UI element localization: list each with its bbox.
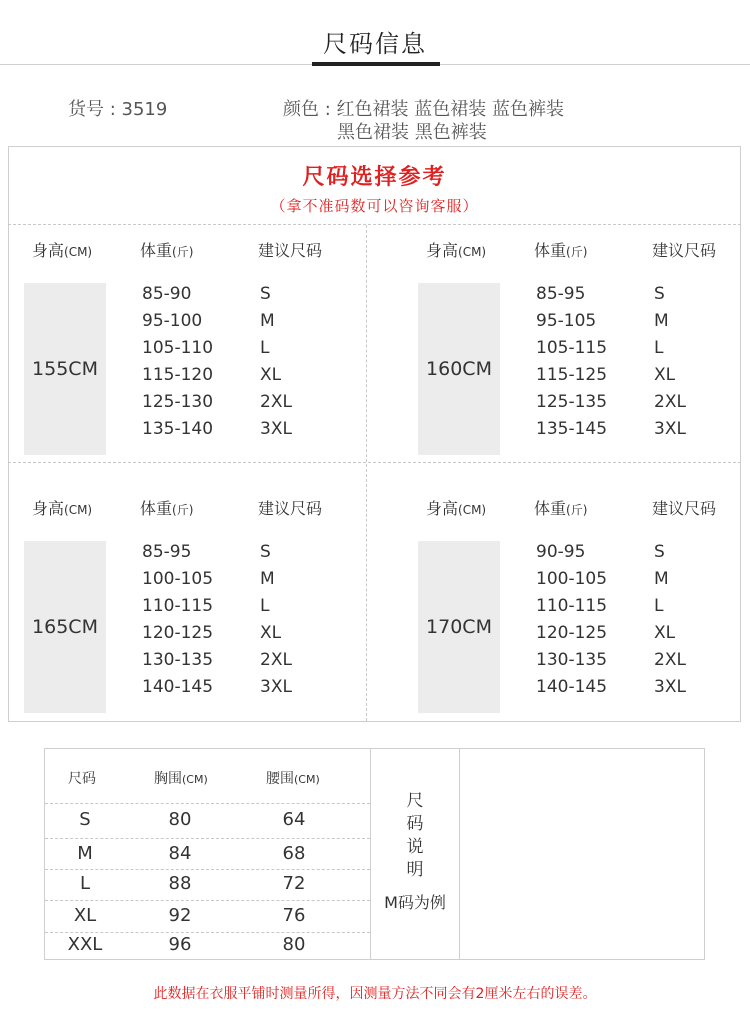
weight-range: 110-115 (536, 596, 608, 616)
recommended-size: L (654, 596, 664, 616)
recommended-size: XL (260, 623, 282, 643)
recommended-size: M (260, 311, 275, 331)
weight-range: 85-95 (142, 542, 192, 562)
size-note-char: 明 (406, 860, 424, 880)
chart-size: XL (73, 905, 97, 926)
recommended-size: 3XL (260, 419, 292, 439)
recommended-size: L (654, 338, 664, 358)
reference-header-divider (8, 224, 741, 225)
recommended-size: M (654, 569, 669, 589)
chart-chest: 92 (168, 905, 192, 926)
size-note-char: 尺 (406, 791, 424, 811)
chart-header-chest: 胸围(CM) (154, 771, 208, 787)
measurement-disclaimer: 此数据在衣服平铺时测量所得，因测量方法不同会有2厘米左右的误差。 (153, 986, 597, 1002)
weight-range: 100-105 (142, 569, 214, 589)
item-number: 货号 : 3519 (68, 99, 168, 120)
weight-range: 130-135 (142, 650, 214, 670)
size-quadrant (402, 496, 750, 736)
chart-chest: 84 (168, 843, 192, 864)
size-quadrant (8, 496, 374, 736)
weight-range: 125-130 (142, 392, 214, 412)
quad-header-height: 身高(CM) (426, 241, 487, 260)
height-value: 170CM (418, 541, 500, 713)
weight-range: 85-90 (142, 284, 192, 304)
chart-chest: 96 (168, 934, 192, 955)
size-quadrant (402, 238, 750, 478)
weight-range: 105-110 (142, 338, 214, 358)
weight-range: 115-125 (536, 365, 608, 385)
size-quadrant (8, 238, 374, 478)
weight-range: 120-125 (142, 623, 214, 643)
recommended-size: 2XL (260, 392, 292, 412)
chart-header-size: 尺码 (68, 771, 96, 787)
color-options-line1: 颜色 : 红色裙装 蓝色裙装 蓝色裤装 (283, 99, 564, 120)
recommended-size: 2XL (654, 392, 686, 412)
chart-size: M (77, 843, 93, 864)
quad-header-weight: 体重(斤) (534, 241, 588, 260)
quad-header-height: 身高(CM) (32, 241, 93, 260)
weight-range: 90-95 (536, 542, 586, 562)
chart-waist: 64 (282, 809, 306, 830)
chart-waist: 72 (282, 873, 306, 894)
page-title: 尺码信息 (323, 30, 427, 58)
size-reference-title: 尺码选择参考 (302, 165, 447, 190)
weight-range: 130-135 (536, 650, 608, 670)
chart-waist: 76 (282, 905, 306, 926)
weight-range: 95-105 (536, 311, 597, 331)
weight-range: 125-135 (536, 392, 608, 412)
quad-header-height: 身高(CM) (32, 499, 93, 518)
height-value: 165CM (24, 541, 106, 713)
size-reference-subtitle: （拿不准码数可以咨询客服） (270, 197, 479, 215)
weight-range: 120-125 (536, 623, 608, 643)
chart-row-divider (45, 900, 370, 901)
chart-waist: 68 (282, 843, 306, 864)
chart-size: XXL (67, 934, 103, 955)
chart-row-divider (45, 869, 370, 870)
recommended-size: XL (654, 365, 676, 385)
recommended-size: 3XL (654, 419, 686, 439)
chart-divider-right (459, 749, 460, 959)
recommended-size: L (260, 596, 270, 616)
weight-range: 135-145 (536, 419, 608, 439)
size-note (371, 790, 459, 913)
chart-size: S (79, 809, 91, 830)
recommended-size: S (654, 542, 665, 562)
quad-header-height: 身高(CM) (426, 499, 487, 518)
recommended-size: XL (260, 365, 282, 385)
weight-range: 100-105 (536, 569, 608, 589)
chart-waist: 80 (282, 934, 306, 955)
weight-range: 95-100 (142, 311, 203, 331)
quad-header-size: 建议尺码 (652, 241, 717, 260)
quad-header-weight: 体重(斤) (140, 499, 194, 518)
chart-row-divider (45, 838, 370, 839)
recommended-size: S (260, 542, 271, 562)
recommended-size: 3XL (260, 677, 292, 697)
recommended-size: L (260, 338, 270, 358)
quad-header-weight: 体重(斤) (534, 499, 588, 518)
title-underline (312, 62, 440, 66)
recommended-size: M (654, 311, 669, 331)
weight-range: 110-115 (142, 596, 214, 616)
weight-range: 85-95 (536, 284, 586, 304)
size-note-char: 说 (406, 837, 424, 857)
quad-header-size: 建议尺码 (258, 499, 323, 518)
weight-range: 140-145 (536, 677, 608, 697)
weight-range: 115-120 (142, 365, 214, 385)
chart-row-divider (45, 803, 370, 804)
color-options-line2: 黑色裙装 黑色裤装 (337, 122, 487, 143)
quad-header-size: 建议尺码 (652, 499, 717, 518)
quad-header-size: 建议尺码 (258, 241, 323, 260)
recommended-size: XL (654, 623, 676, 643)
recommended-size: S (654, 284, 665, 304)
chart-chest: 88 (168, 873, 192, 894)
height-value: 155CM (24, 283, 106, 455)
size-note-example: M码为例 (384, 893, 446, 912)
recommended-size: 2XL (654, 650, 686, 670)
chart-chest: 80 (168, 809, 192, 830)
recommended-size: S (260, 284, 271, 304)
chart-header-waist: 腰围(CM) (266, 771, 320, 787)
size-note-char: 码 (406, 814, 424, 834)
chart-size: L (79, 873, 91, 894)
weight-range: 140-145 (142, 677, 214, 697)
height-value: 160CM (418, 283, 500, 455)
weight-range: 105-115 (536, 338, 608, 358)
recommended-size: 2XL (260, 650, 292, 670)
weight-range: 135-140 (142, 419, 214, 439)
recommended-size: M (260, 569, 275, 589)
chart-row-divider (45, 932, 370, 933)
recommended-size: 3XL (654, 677, 686, 697)
quad-header-weight: 体重(斤) (140, 241, 194, 260)
